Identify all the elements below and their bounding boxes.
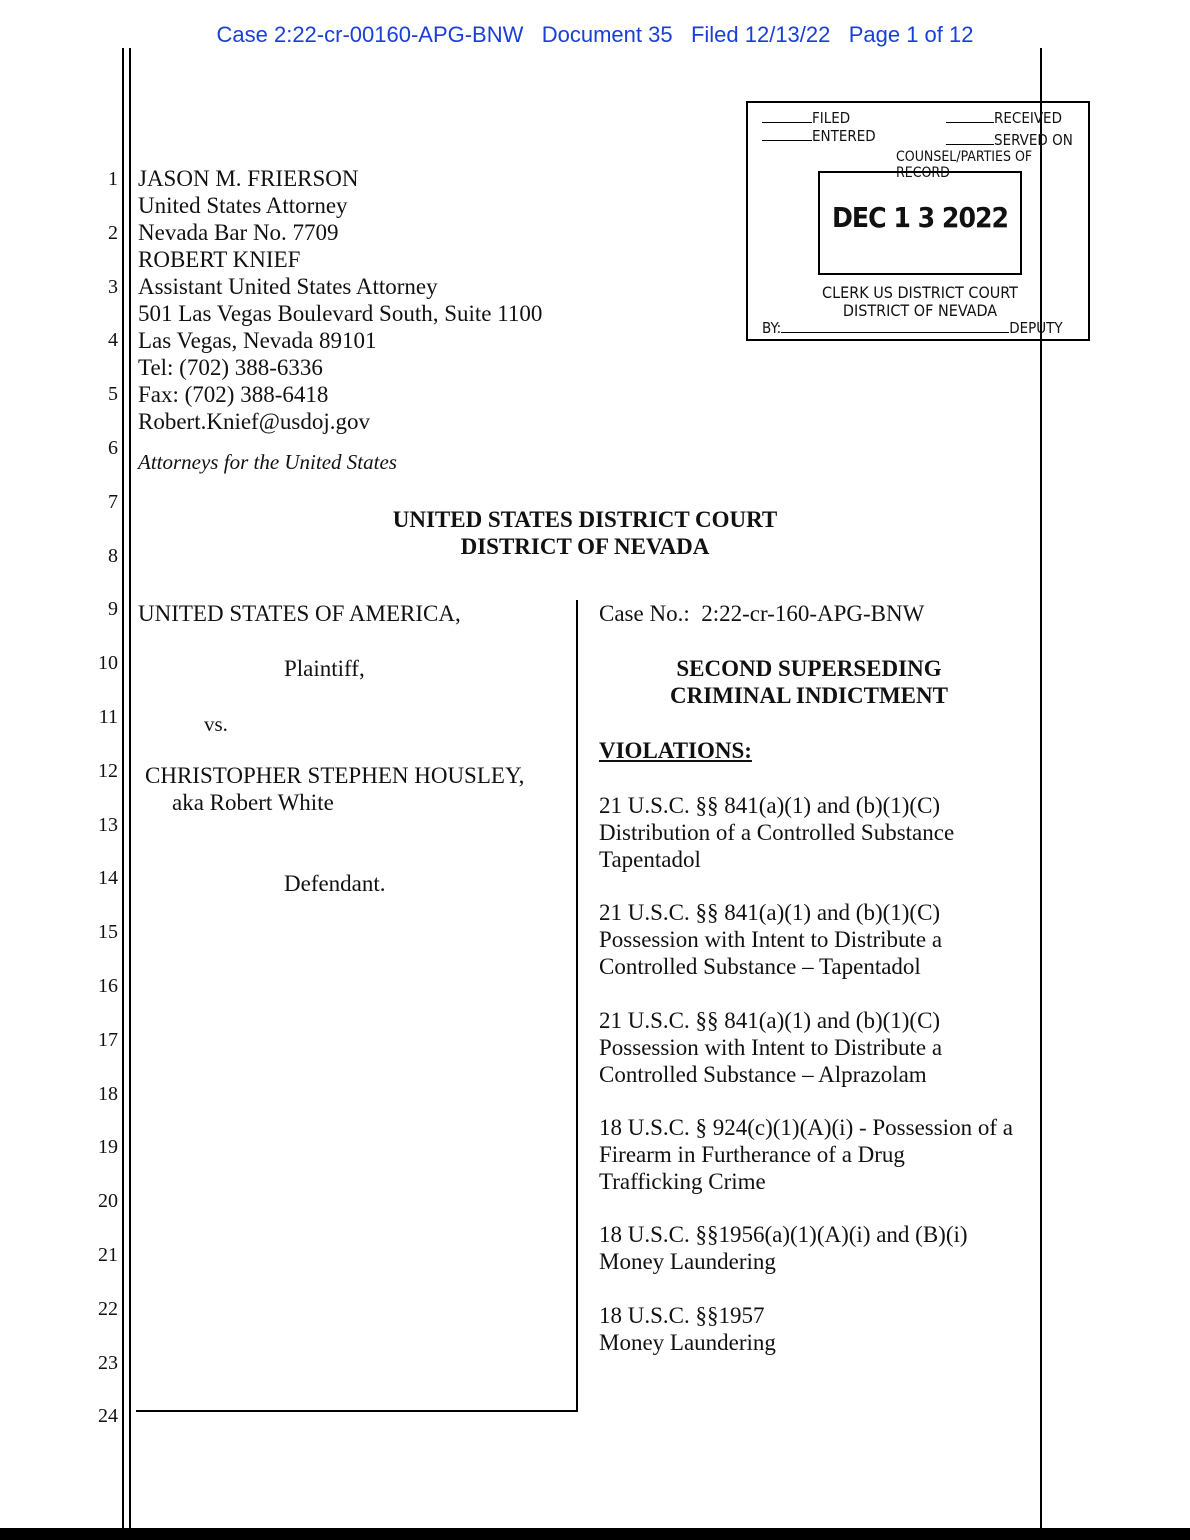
line-number: 2 xyxy=(108,221,118,244)
violation-line: Trafficking Crime xyxy=(599,1169,766,1194)
assistant-name: ROBERT KNIEF xyxy=(138,247,301,272)
counsel-name: JASON M. FRIERSON xyxy=(138,166,359,191)
violation-line: Controlled Substance – Tapentadol xyxy=(599,954,921,979)
line-number: 6 xyxy=(108,437,118,459)
line-number: 12 xyxy=(98,759,118,782)
caption-divider xyxy=(576,600,578,1410)
violation-line: Money Laundering xyxy=(599,1249,776,1274)
left-margin-line-inner xyxy=(129,48,131,1538)
counsel-title: United States Attorney xyxy=(138,193,348,218)
violation-entry xyxy=(599,1302,776,1356)
violation-entry xyxy=(599,1221,968,1275)
line-number: 15 xyxy=(98,921,118,944)
violation-line: 21 U.S.C. §§ 841(a)(1) and (b)(1)(C) xyxy=(599,900,941,925)
violation-entry xyxy=(599,1114,1013,1195)
line-number: 13 xyxy=(98,813,118,836)
defendant-label: Defendant. xyxy=(284,871,386,896)
document-number: Document 35 xyxy=(541,22,673,47)
versus: vs. xyxy=(204,712,228,736)
line-number: 21 xyxy=(98,1244,118,1266)
counsel-role: Attorneys for the United States xyxy=(138,450,397,474)
address-line-2: Las Vegas, Nevada 89101 xyxy=(138,328,377,353)
line-number: 14 xyxy=(98,867,118,890)
page-indicator: Page 1 of 12 xyxy=(848,22,974,47)
line-number: 3 xyxy=(108,275,118,298)
line-number: 23 xyxy=(98,1351,118,1374)
violation-line: Firearm in Furtherance of a Drug xyxy=(599,1142,905,1167)
violation-entry xyxy=(599,899,942,980)
line-number: 5 xyxy=(108,383,118,406)
left-margin-line xyxy=(122,48,124,1538)
line-number: 17 xyxy=(98,1028,118,1051)
email: Robert.Knief@usdoj.gov xyxy=(138,409,370,434)
stamp-deputy: DEPUTY xyxy=(1009,319,1063,337)
violation-line: Tapentadol xyxy=(599,847,701,872)
stamp-received: RECEIVED xyxy=(994,109,1062,127)
indictment-title-1: SECOND SUPERSEDING xyxy=(676,656,942,681)
court-district: DISTRICT OF NEVADA xyxy=(460,534,710,559)
assistant-title: Assistant United States Attorney xyxy=(138,274,438,299)
plaintiff-name: UNITED STATES OF AMERICA, xyxy=(138,601,461,626)
violation-line: Controlled Substance – Alprazolam xyxy=(599,1062,927,1087)
page-bottom-edge xyxy=(0,1528,1190,1540)
violation-line: Distribution of a Controlled Substance xyxy=(599,820,955,845)
line-number: 16 xyxy=(98,975,118,997)
violation-entry xyxy=(599,1007,942,1088)
fax: Fax: (702) 388-6418 xyxy=(138,382,329,407)
line-number: 22 xyxy=(98,1297,118,1320)
line-number: 7 xyxy=(108,490,118,513)
defendant-aka: aka Robert White xyxy=(172,790,334,815)
stamp-date: DEC 1 3 2022 xyxy=(831,201,1009,234)
counsel-bar: Nevada Bar No. 7709 xyxy=(138,220,339,245)
violation-line: Possession with Intent to Distribute a xyxy=(599,1035,943,1060)
telephone: Tel: (702) 388-6336 xyxy=(138,355,323,380)
violation-line: 18 U.S.C. §§1957 xyxy=(599,1303,765,1328)
violation-entry xyxy=(599,792,954,873)
violation-line: Money Laundering xyxy=(599,1330,776,1355)
violation-line: 18 U.S.C. § 924(c)(1)(A)(i) - Possession of a xyxy=(599,1115,1013,1140)
line-number: 4 xyxy=(108,329,118,352)
defendant-name: CHRISTOPHER STEPHEN HOUSLEY, xyxy=(145,763,525,788)
stamp-counsel: COUNSEL/PARTIES OF RECORD xyxy=(896,149,1033,181)
line-number: 9 xyxy=(108,598,118,621)
indictment-title-2: CRIMINAL INDICTMENT xyxy=(670,683,948,708)
stamp-by: BY: xyxy=(762,319,782,337)
address-line-1: 501 Las Vegas Boulevard South, Suite 1100 xyxy=(138,301,543,326)
violation-line: Possession with Intent to Distribute a xyxy=(599,927,943,952)
case-number: Case 2:22-cr-00160-APG-BNW xyxy=(216,22,524,47)
line-number: 19 xyxy=(98,1136,118,1159)
stamp-served: SERVED ON xyxy=(994,131,1073,149)
court-name: UNITED STATES DISTRICT COURT xyxy=(392,507,778,532)
stamp-clerk: CLERK US DISTRICT COURT xyxy=(822,283,1018,302)
violation-line: 18 U.S.C. §§1956(a)(1)(A)(i) and (B)(i) xyxy=(599,1222,968,1247)
line-number: 18 xyxy=(98,1082,118,1105)
line-number: 20 xyxy=(98,1190,118,1213)
filing-stamp xyxy=(746,101,1090,341)
stamp-entered: ENTERED xyxy=(812,127,876,145)
counsel-block xyxy=(138,165,542,435)
plaintiff-label: Plaintiff, xyxy=(284,656,365,681)
ecf-header xyxy=(0,22,1190,48)
violation-line: 21 U.S.C. §§ 841(a)(1) and (b)(1)(C) xyxy=(599,1008,941,1033)
line-number: 24 xyxy=(98,1405,118,1428)
line-number: 11 xyxy=(98,706,118,728)
stamp-filed: FILED xyxy=(812,109,851,127)
stamp-date-box xyxy=(818,171,1022,275)
stamp-district: DISTRICT OF NEVADA xyxy=(842,301,998,320)
violations-heading: VIOLATIONS: xyxy=(599,738,752,763)
line-number: 1 xyxy=(108,168,118,190)
violation-line: 21 U.S.C. §§ 841(a)(1) and (b)(1)(C) xyxy=(599,793,941,818)
filed-date: Filed 12/13/22 xyxy=(690,22,831,47)
caption-bottom-rule xyxy=(136,1410,578,1412)
line-number: 8 xyxy=(108,544,118,567)
case-number-line: Case No.: 2:22-cr-160-APG-BNW xyxy=(599,601,925,626)
line-number: 10 xyxy=(98,652,118,675)
